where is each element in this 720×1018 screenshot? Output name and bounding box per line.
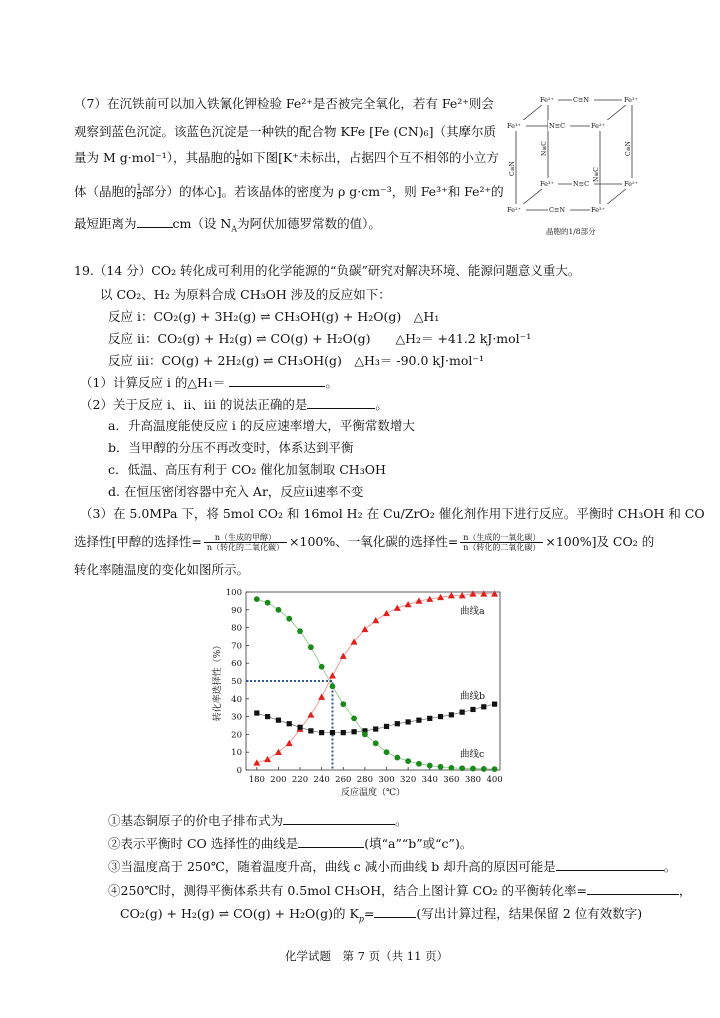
curve-b-point: [330, 730, 335, 735]
q19-head: 19.（14 分）CO₂ 转化成可利用的化学能源的“负碳”研究对解决环境、能源问题意义重大。: [74, 263, 581, 278]
selectivity-text-c: ×100%]及 CO₂ 的: [545, 534, 655, 549]
answer-blank-q7[interactable]: [137, 215, 173, 228]
x-tick-label: 340: [421, 775, 438, 785]
y-tick-label: 90: [231, 605, 242, 616]
x-tick-label: 360: [443, 775, 460, 785]
selectivity-text-a: 选择性[甲醇的选择性=: [74, 534, 202, 549]
sub-q1: [108, 812, 408, 829]
curve-c-point: [286, 616, 292, 622]
curve-c-point: [276, 607, 282, 613]
curve-a-point: [318, 694, 325, 700]
q7-line1: （7）在沉铁前可以加入铁氰化钾检验 Fe²⁺是否被完全氧化，若有 Fe²⁺则会: [74, 96, 494, 111]
co-selectivity-fraction: $\frac{\text{n（生成的一氧化碳）}}{\text{n（转化的二氧化碳）}}$: [460, 533, 543, 552]
curve-c-point: [265, 600, 271, 606]
q7-line4b: 部分）的体心]。若该晶体的密度为 ρ g·cm⁻³，则 Fe³⁺和 Fe²⁺的: [141, 184, 504, 199]
x-tick-label: 320: [400, 775, 417, 785]
x-tick-label: 200: [270, 775, 287, 785]
q7-line5d: 为阿伏加德罗常数的值）。: [237, 216, 381, 231]
curve-b-point: [308, 728, 313, 733]
cell-nc-label-2: N≡C: [573, 180, 590, 188]
q19-part2: [80, 396, 388, 413]
curve-c-point: [384, 749, 390, 755]
curve-c-point: [340, 701, 346, 707]
curve-c-point: [373, 740, 379, 746]
curve-b-point: [438, 714, 443, 719]
q7-line5a: 最短距离为: [74, 216, 137, 231]
q19-part1: [80, 374, 338, 391]
curve-b-point: [460, 710, 465, 715]
option-d: d. 在恒压密闭容器中充入 Ar，反应ii速率不变: [108, 484, 364, 499]
q7-line5c: A: [231, 224, 238, 234]
y-tick-label: 100: [225, 588, 242, 598]
series-label-0: 曲线a: [460, 606, 485, 617]
curve-b-point: [384, 724, 389, 729]
curve-b-point: [297, 725, 302, 730]
curve-c-point: [394, 755, 400, 761]
x-axis-label: 反应温度（℃）: [340, 788, 406, 798]
curve-b-point: [276, 718, 281, 723]
q19-part3: （3）在 5.0MPa 下，将 5mol CO₂ 和 16mol H₂ 在 Cu/ZrO₂ 催化剂作用下进行反应。平衡时 CH₃OH 和 CO: [80, 506, 705, 521]
sub-q2-text: ②表示平衡时 CO 选择性的曲线是: [108, 836, 299, 851]
cell-fe3-top-front-left: Fe³⁺: [507, 122, 522, 130]
curve-c-point: [351, 715, 357, 721]
curve-c-point: [362, 732, 368, 738]
curve-a-point: [383, 610, 390, 616]
cell-fe2-bottom-front-left: Fe²⁺: [507, 206, 522, 214]
cell-nc-vertical-2: N≡C: [593, 167, 600, 182]
curve-a-point: [264, 756, 271, 762]
sub-q4-text: ④250℃时，测得平衡体系共有 0.5mol CH₃OH，结合上图计算 CO₂ 的平衡转化率=: [108, 883, 587, 898]
cell-nc-vertical-1: N≡C: [541, 141, 548, 156]
y-axis-label: 转化率选择性（%）: [213, 640, 223, 722]
page-footer: 化学试题 第 7 页（共 11 页）: [285, 949, 449, 963]
q7-line3a: 量为 M g·mol⁻¹），其晶胞的: [74, 150, 236, 165]
sub-q2: [108, 835, 472, 852]
curve-b-point: [319, 730, 324, 735]
curve-b-point: [265, 714, 270, 719]
q7-line3b: 如下图[K⁺未标出，占据四个互不相邻的小立方: [240, 150, 499, 165]
y-tick-label: 50: [231, 677, 242, 687]
q7-line4a: 体（晶胞的: [74, 184, 137, 199]
cell-fe3-top-back-right: Fe³⁺: [624, 96, 639, 104]
curve-b-point: [470, 707, 475, 712]
curve-b-point: [341, 730, 346, 735]
q19-part3-end: 转化率随温度的变化如图所示。: [74, 562, 250, 577]
conversion-selectivity-chart: [208, 584, 508, 800]
q19-intro: 以 CO₂、H₂ 为原料合成 CH₃OH 涉及的反应如下：: [100, 287, 391, 302]
x-tick-label: 280: [356, 775, 374, 785]
y-tick-label: 40: [231, 694, 242, 705]
curve-c-point: [438, 764, 444, 770]
curve-a-point: [253, 759, 260, 765]
option-c: c．低温、高压有利于 CO₂ 催化加氢制取 CH₃OH: [108, 462, 386, 477]
cell-fe2-top-front-right: Fe²⁺: [591, 122, 606, 130]
curve-c-point: [427, 763, 433, 769]
curve-c-point: [416, 761, 422, 767]
answer-blank-conversion[interactable]: [587, 882, 679, 895]
curve-b-point: [406, 719, 411, 724]
y-tick-label: 30: [231, 712, 242, 723]
curve-b-point: [416, 718, 421, 723]
cell-cn-label-1: C≡N: [573, 96, 590, 104]
reaction-2: 反应 ii：CO₂(g) + H₂(g) ⇌ CO(g) + H₂O(g) △H₂＝ +41.2 kJ·mol⁻¹: [108, 331, 532, 346]
series-label-1: 曲线b: [460, 691, 486, 702]
curve-c-point: [254, 596, 260, 602]
y-tick-label: 60: [231, 659, 242, 670]
sub-q4-kp-sub: p: [358, 914, 364, 924]
curve-b-point: [427, 716, 432, 721]
answer-blank-reason[interactable]: [556, 858, 664, 871]
y-tick-label: 70: [231, 641, 242, 652]
curve-a-point: [329, 672, 336, 678]
q7-line5b: cm（设 N: [172, 216, 232, 231]
curve-c-point: [308, 644, 314, 650]
curve-a-point: [307, 711, 314, 717]
q7-line2: 观察到蓝色沉淀。该蓝色沉淀是一种铁的配合物 KFe [Fe (CN)₆]（其摩尔质: [74, 124, 497, 139]
curve-b-point: [254, 710, 259, 715]
selectivity-text-b: ×100%、一氧化碳的选择性=: [289, 534, 459, 549]
q7-line3: [74, 150, 499, 167]
x-tick-label: 260: [335, 775, 352, 785]
sub-q1-end: 。: [395, 813, 408, 828]
curve-a-point: [469, 590, 476, 596]
sub-q4-kp-note: (写出计算过程，结果保留 2 位有效数字): [416, 906, 643, 921]
curve-c-point: [492, 766, 498, 772]
selectivity-definition: [74, 530, 654, 554]
x-tick-label: 400: [486, 775, 503, 785]
y-tick-label: 80: [231, 623, 242, 634]
curve-c-point: [330, 683, 336, 689]
q7-line4: [74, 184, 504, 201]
curve-a-point: [340, 653, 347, 659]
crystal-cell-diagram: [502, 86, 660, 242]
curve-a-point: [361, 626, 368, 632]
q7-line5: [74, 215, 381, 238]
y-tick-label: 20: [231, 730, 242, 741]
q19-part2-text: （2）关于反应 i、ii、iii 的说法正确的是: [80, 397, 308, 412]
cell-cn-label-2: C≡N: [549, 206, 566, 214]
cell-fe3-bottom-front-right: Fe³⁺: [591, 206, 606, 214]
y-tick-label: 0: [236, 766, 242, 776]
curve-c-point: [481, 766, 487, 772]
curve-c-point: [470, 766, 476, 772]
answer-blank-cu-config[interactable]: [283, 812, 395, 825]
sub-q4-end: ，: [678, 883, 692, 898]
cell-fe2-bottom-back-right: Fe²⁺: [624, 180, 639, 188]
sub-q2-end: (填“a”“b”或“c”)。: [364, 836, 473, 851]
methanol-selectivity-fraction: $\frac{\text{n（生成的甲醇）}}{\text{n（转化的二氧化碳）}}$: [204, 533, 287, 552]
q7-fraction-1: $\frac{1}{8}$: [235, 149, 241, 167]
curve-b-point: [373, 726, 378, 731]
curve-c-point: [459, 765, 465, 771]
curve-b-point: [449, 712, 454, 717]
sub-q1-text: ①基态铜原子的价电子排布式为: [108, 813, 284, 828]
curve-b-point: [351, 729, 356, 734]
sub-q3-end: 。: [663, 859, 677, 874]
y-tick-label: 10: [231, 748, 242, 759]
sub-q3-text: ③当温度高于 250℃，随着温度升高，曲线 c 减小而曲线 b 却升高的原因可能是: [108, 859, 556, 874]
cell-cn-vertical-1: C≡N: [509, 161, 516, 176]
curve-b-point: [395, 721, 400, 726]
curve-c-point: [448, 765, 454, 771]
x-tick-label: 380: [464, 775, 482, 785]
cell-fe2-top-back-left: Fe²⁺: [540, 96, 555, 104]
curve-b-point: [481, 704, 486, 709]
sub-q3: [108, 858, 676, 875]
curve-b-point: [492, 702, 497, 707]
x-tick-label: 300: [378, 775, 395, 785]
sub-q4: [108, 882, 691, 899]
sub-q4-kp-eq: =: [363, 906, 375, 921]
cell-fe3-bottom-back-left: Fe³⁺: [540, 180, 555, 188]
q19-part1-text: （1）计算反应 i 的△H₁＝: [80, 375, 226, 390]
curve-a-point: [448, 592, 455, 598]
answer-blank-kp[interactable]: [374, 905, 416, 918]
q19-part1-end: 。: [325, 375, 338, 390]
curve-a-point: [372, 617, 379, 623]
curve-a-point: [405, 601, 412, 607]
sub-q4-kp: [120, 905, 642, 928]
curve-c-point: [297, 628, 303, 634]
q19-part2-end: 。: [375, 397, 388, 412]
q7-fraction-2: $\frac{1}{8}$: [136, 183, 142, 201]
curve-a-point: [480, 590, 487, 596]
x-tick-label: 220: [291, 775, 309, 785]
cell-nc-label-1: N≡C: [549, 122, 566, 130]
option-a: a．升高温度能使反应 i 的反应速率增大，平衡常数增大: [108, 418, 415, 433]
x-tick-label: 180: [248, 775, 265, 785]
option-b: b．当甲醇的分压不再改变时，体系达到平衡: [108, 440, 354, 455]
series-label-2: 曲线c: [460, 749, 485, 760]
cell-caption: 晶胞的1/8部分: [546, 227, 596, 236]
sub-q4-kp-text: CO₂(g) + H₂(g) ⇌ CO(g) + H₂O(g)的 K: [120, 906, 359, 921]
reaction-3: 反应 iii：CO(g) + 2H₂(g) ⇌ CH₃OH(g) △H₃＝ -90.0 kJ·mol⁻¹: [108, 353, 484, 368]
curve-a-point: [394, 605, 401, 611]
reaction-1: 反应 i：CO₂(g) + 3H₂(g) ⇌ CH₃OH(g) + H₂O(g) △H₁: [108, 309, 440, 324]
curve-a-point: [286, 740, 293, 746]
x-tick-label: 240: [313, 775, 330, 785]
curve-a-point: [491, 590, 498, 596]
curve-c-point: [405, 758, 411, 764]
answer-blank-part2[interactable]: [307, 396, 375, 409]
curve-a-point: [275, 749, 282, 755]
cell-cn-vertical-2: C≡N: [625, 141, 632, 156]
answer-blank-co-curve[interactable]: [298, 835, 364, 848]
curve-c-point: [319, 664, 325, 670]
answer-blank-dh1[interactable]: [229, 374, 325, 387]
curve-b-point: [287, 721, 292, 726]
